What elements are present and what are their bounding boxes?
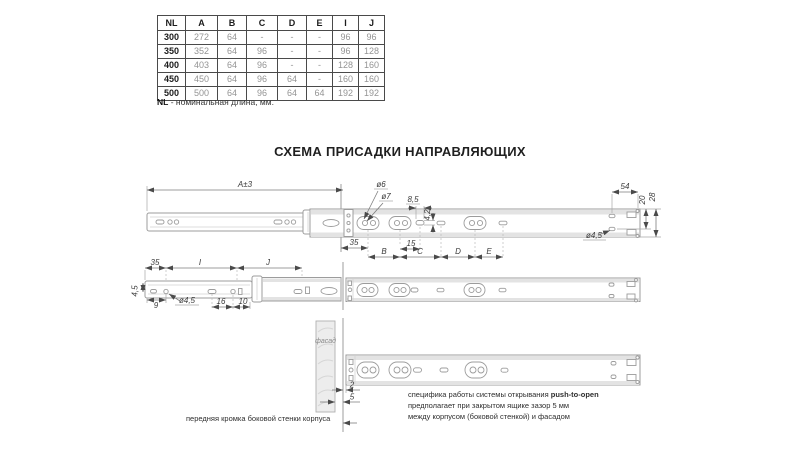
dim-42-label: 4,2: [423, 209, 432, 221]
table-row: [158, 59, 385, 73]
dim-b-label: B: [381, 247, 387, 256]
dim-c-label: C: [417, 247, 423, 256]
footnote-text: - номинальная длина, мм.: [168, 97, 274, 107]
table-cell: 500: [186, 87, 218, 101]
table-footnote: [157, 97, 274, 107]
dim-d-label: D: [455, 247, 461, 256]
dim-5-label: 5: [349, 392, 355, 402]
footnote-abbr: NL: [157, 97, 169, 107]
dim-i-label: I: [198, 258, 202, 267]
note-line2: предполагает при закрытом ящике зазор 5 мм: [408, 401, 570, 410]
facade-panel: [315, 321, 336, 412]
table-cell: -: [278, 31, 307, 45]
dim-dia45-left-label: ø4,5: [178, 296, 196, 305]
dim-dia45-right-label: ø4,5: [585, 231, 603, 240]
table-cell: -: [307, 45, 333, 59]
table-cell: -: [307, 31, 333, 45]
col-header: C: [247, 16, 278, 31]
dim-54-label: 54: [620, 182, 630, 191]
table-cell: 160: [359, 73, 385, 87]
table-cell: 403: [186, 59, 218, 73]
table-cell: 96: [247, 73, 278, 87]
facade-label: фасад: [314, 338, 337, 345]
dim-dia7-label: ø7: [381, 192, 391, 201]
drilling-scheme-drawing: [0, 170, 800, 450]
push-to-open-note: [408, 390, 599, 421]
table-cell: 192: [359, 87, 385, 101]
col-header: E: [307, 16, 333, 31]
svg-text:специфика работы системы откры: [408, 390, 599, 399]
dimensions-table: [157, 15, 385, 101]
table-cell: 160: [333, 73, 359, 87]
table-cell: 450: [158, 73, 186, 87]
table-cell: 64: [218, 45, 247, 59]
dim-a3-label: A±3: [237, 180, 253, 189]
top-slide-drawing: [147, 180, 661, 257]
dim-10-label: 10: [238, 297, 248, 306]
col-header: B: [218, 16, 247, 31]
dim-85-label: 8,5: [407, 195, 419, 204]
page-title: СХЕМА ПРИСАДКИ НАПРАВЛЯЮЩИХ: [274, 144, 526, 159]
dim-45-label: 4,5: [130, 285, 140, 297]
table-cell: -: [307, 73, 333, 87]
dim-dia6-label: ø6: [376, 180, 386, 189]
note-line3: между корпусом (боковой стенкой) и фасадом: [408, 412, 570, 421]
dim-9-label: 9: [153, 301, 159, 310]
dim-j-label: J: [266, 258, 270, 267]
table-cell: 450: [186, 73, 218, 87]
table-cell: 64: [218, 73, 247, 87]
table-header-row: [158, 16, 385, 31]
dim-28-label: 28: [648, 192, 657, 202]
table-cell: 64: [218, 31, 247, 45]
dim-e-label: E: [486, 247, 492, 256]
dim-20-label: 20: [638, 195, 647, 205]
col-header: J: [359, 16, 385, 31]
table-row: [158, 73, 385, 87]
dim-35-top-label: 35: [349, 238, 359, 247]
table-cell: 128: [359, 45, 385, 59]
note-line1: специфика работы системы открывания: [408, 390, 551, 399]
table-cell: -: [307, 59, 333, 73]
table-cell: 128: [333, 59, 359, 73]
table-cell: 96: [359, 31, 385, 45]
dim-15-label: 15: [406, 239, 416, 248]
table-cell: -: [247, 31, 278, 45]
col-header: I: [333, 16, 359, 31]
table-cell: 96: [247, 87, 278, 101]
table-cell: 192: [333, 87, 359, 101]
dim-16-label: 16: [216, 297, 226, 306]
dim-35-mid-label: 35: [150, 258, 160, 267]
table-cell: 64: [218, 59, 247, 73]
table-cell: 500: [158, 87, 186, 101]
table-cell: 64: [218, 87, 247, 101]
col-header: A: [186, 16, 218, 31]
panel-edge-note: передняя кромка боковой стенки корпуса: [186, 414, 331, 423]
bottom-slide-drawing: [186, 318, 640, 432]
middle-slide-drawing: [131, 258, 641, 310]
table-cell: 96: [333, 31, 359, 45]
table-cell: 400: [158, 59, 186, 73]
table-cell: 350: [158, 45, 186, 59]
table-cell: 64: [278, 87, 307, 101]
col-header: NL: [158, 16, 186, 31]
table-cell: 64: [278, 73, 307, 87]
table-cell: -: [278, 59, 307, 73]
table-cell: 160: [359, 59, 385, 73]
table-cell: 96: [333, 45, 359, 59]
col-header: D: [278, 16, 307, 31]
table-cell: 300: [158, 31, 186, 45]
table-cell: 96: [247, 59, 278, 73]
table-cell: 96: [247, 45, 278, 59]
table-row: [158, 45, 385, 59]
table-cell: 272: [186, 31, 218, 45]
note-line1-bold: push-to-open: [550, 390, 599, 399]
dim-2-label: 2: [349, 380, 355, 390]
table-cell: -: [278, 45, 307, 59]
table-cell: 64: [307, 87, 333, 101]
table-cell: 352: [186, 45, 218, 59]
table-row: [158, 31, 385, 45]
